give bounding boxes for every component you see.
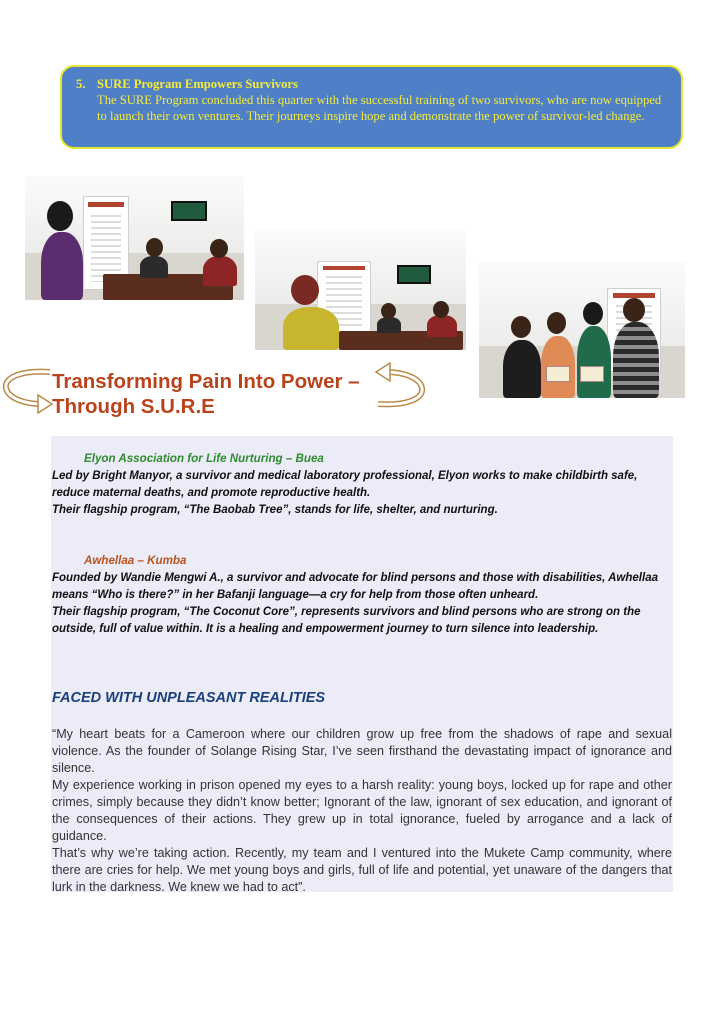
founder-quote	[52, 726, 672, 896]
quote-paragraph-1: “My heart beats for a Cameroon where our children grow up free from the shadows of rape and sexual violence. As the founder of Solange Rising Star, I’ve seen firsthand the devastating impact of ignorance and silence.	[52, 727, 672, 775]
training-photo-1	[25, 176, 244, 300]
headline	[52, 369, 360, 419]
org-elyon-paragraph-1: Led by Bright Manyor, a survivor and medical laboratory professional, Elyon works to make childbirth safe, reduce maternal deaths, and promote reproductive health.	[52, 470, 638, 499]
sure-program-title-text: SURE Program Empowers Survivors	[97, 77, 298, 91]
org-awhellaa-paragraph-2: Their flagship program, “The Coconut Core”, represents survivors and blind persons who are strong on the outside, full of value within. It is a healing and empowerment journey to turn silence into leadership.	[52, 606, 641, 635]
training-photo-2	[255, 229, 466, 350]
sure-program-body: The SURE Program concluded this quarter with the successful training of two survivors, who are now equipped to launch their own ventures. Their journeys inspire hope and demonstrate the power of survivor-led change.	[97, 93, 662, 123]
org-name-awhellaa: Awhellaa – Kumba	[84, 554, 187, 567]
quote-paragraph-2: My experience working in prison opened my eyes to a harsh reality: young boys, locked up for rape and other crimes, simply because they didn’t know better; Ignorant of the law, ignorant of sex education, and ignorant of the consequences of their actions. They grew up in total ignorance, fueled by arrogance and a lack of guidance.	[52, 778, 672, 843]
sure-program-callout	[60, 65, 683, 149]
sure-program-title	[76, 76, 665, 92]
item-number: 5.	[76, 77, 86, 91]
certificate-photo-3	[479, 262, 685, 398]
left-curved-arrow-icon	[0, 364, 54, 414]
org-awhellaa-paragraph-1: Founded by Wandie Mengwi A., a survivor and advocate for blind persons and those with disabilities, Awhellaa means “Who is there?” in her Bafanji language—a cry for help from those often unheard.	[52, 572, 658, 601]
headline-line-1: Transforming Pain Into Power –	[52, 370, 360, 393]
headline-line-2: Through S.U.R.E	[52, 395, 215, 418]
right-curved-arrow-icon	[374, 362, 428, 412]
org-name-elyon: Elyon Association for Life Nurturing – Buea	[84, 452, 324, 465]
quote-paragraph-3: That’s why we’re taking action. Recently, my team and I ventured into the Mukete Camp community, where there are cries for help. We met young boys and girls, full of life and potential, yet unaware of the dangers that lurk in the darkness. We knew we had to act”.	[52, 846, 672, 894]
org-awhellaa-description	[52, 570, 670, 638]
org-elyon-description	[52, 468, 670, 519]
faced-heading: FACED WITH UNPLEASANT REALITIES	[52, 690, 326, 706]
content-panel	[51, 436, 673, 892]
org-elyon-paragraph-2: Their flagship program, “The Baobab Tree”, stands for life, shelter, and nurturing.	[52, 504, 498, 516]
